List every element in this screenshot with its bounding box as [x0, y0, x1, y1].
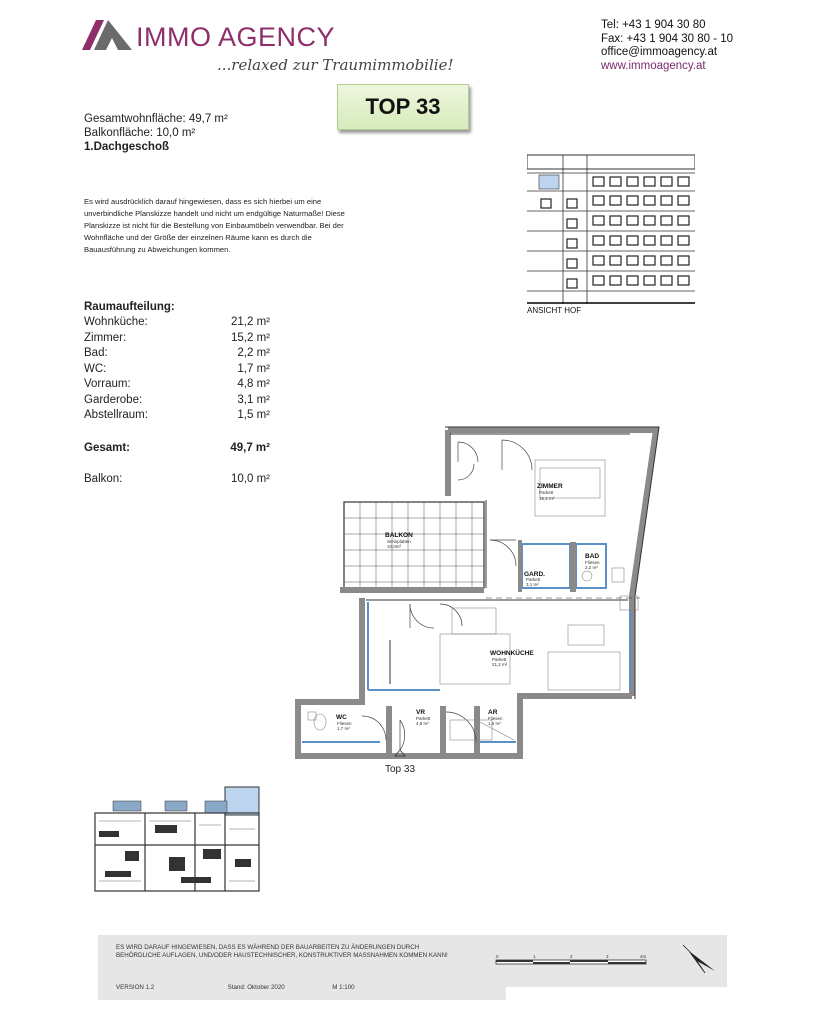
contact-tel: Tel: +43 1 904 30 80	[601, 19, 706, 31]
unit-entrance-label: Top 33	[385, 764, 416, 775]
balcony-area-drawing	[344, 502, 484, 588]
room-vr-label: VR	[416, 709, 426, 716]
room-row	[84, 316, 270, 331]
room-balkon-area: 10,0m²	[387, 544, 402, 549]
room-name: Abstellraum:	[84, 409, 148, 421]
room-gard-label: GARD.	[524, 571, 545, 578]
unit-badge: TOP 33	[337, 84, 469, 130]
room-row	[84, 378, 270, 393]
footer-version: VERSION 1.2	[116, 984, 155, 991]
room-wc-label: WC	[336, 714, 347, 721]
room-area: 2,2 m²	[237, 347, 270, 359]
room-name: Zimmer:	[84, 331, 127, 344]
floor-level: 1.Dachgeschoß	[84, 141, 169, 153]
footer-scale: M 1:100	[332, 984, 355, 991]
slogan: ...relaxed zur Traumimmobilie!	[217, 56, 454, 74]
room-total-label: Gesamt:	[84, 442, 131, 454]
contact-block	[601, 19, 733, 73]
logo-icon	[82, 20, 132, 50]
scale-tick-3: 3	[606, 954, 609, 959]
room-wohnkueche-area: 21,2 m²	[492, 662, 508, 667]
living-area: Gesamtwohnfläche: 49,7 m²	[84, 113, 228, 125]
room-vr-floor: Parkett	[416, 716, 431, 721]
scale-bar	[494, 952, 654, 972]
room-wc-area: 1,7 m²	[337, 726, 350, 731]
room-gard-floor: Parkett	[526, 577, 541, 582]
room-total-row	[84, 442, 270, 457]
footer-disclaimer: ES WIRD DARAUF HINGEWIESEN, DASS ES WÄHREND DER BAUARBEITEN ZU ÄNDERUNGEN DURCH BEHÖRDLICHE AUFLAGEN, UND/ODER HAUSTECHNISCHER, KONSTRUKTIVER MASSNAHMEN KOMMEN KANN!	[116, 944, 448, 960]
room-row	[84, 332, 270, 347]
balcony-label: Balkon:	[84, 473, 123, 485]
scale-tick-1: 1	[533, 954, 536, 959]
room-balkon-label: BALKON	[385, 532, 413, 539]
key-plan-drawing	[85, 785, 263, 895]
scale-tick-2: 2	[570, 954, 573, 959]
balcony-value: 10,0 m²	[231, 473, 270, 485]
balcony-row	[84, 473, 270, 488]
room-area: 15,2 m²	[231, 331, 270, 344]
room-zimmer-area: 15,2 m²	[539, 496, 555, 501]
room-area: 3,1 m²	[237, 393, 270, 406]
north-arrow-icon	[675, 943, 719, 979]
room-wohnkueche-label: WOHNKÜCHE	[490, 650, 534, 657]
footer-stand: Stand: Oktober 2020	[227, 984, 285, 991]
room-bad-area: 2,2 m²	[585, 565, 598, 570]
room-area: 21,2 m²	[231, 316, 270, 328]
floor-plan-drawing	[290, 420, 660, 760]
room-wohnkueche-floor: Parkett	[492, 657, 507, 662]
area-summary	[84, 112, 228, 154]
room-name: WC:	[84, 362, 107, 375]
room-name: Wohnküche:	[84, 316, 148, 328]
room-area: 1,7 m²	[237, 362, 270, 375]
room-ar-label: AR	[488, 709, 498, 716]
elevation-label: ANSICHT HOF	[527, 306, 582, 315]
room-breakdown-title: Raumaufteilung:	[84, 301, 175, 313]
room-name: Bad:	[84, 347, 108, 359]
scale-tick-0: 0	[496, 954, 499, 959]
room-name: Vorraum:	[84, 378, 131, 390]
room-ar-floor: Fliesen	[488, 716, 503, 721]
room-wc-floor: Fliesen	[337, 721, 352, 726]
room-balkon-floor: Steinplatten	[387, 539, 411, 544]
balcony-area: Balkonfläche: 10,0 m²	[84, 127, 196, 139]
room-row	[84, 347, 270, 362]
room-row	[84, 409, 270, 424]
room-area: 4,8 m²	[237, 378, 270, 390]
room-bad-floor: Fliesen	[585, 560, 600, 565]
room-gard-area: 3,1 m²	[526, 582, 539, 587]
scale-tick-4: 4m	[640, 954, 647, 959]
room-area: 1,5 m²	[237, 409, 270, 421]
contact-email[interactable]: office@immoagency.at	[601, 46, 718, 58]
room-total-value: 49,7 m²	[230, 442, 270, 454]
footer-meta	[116, 984, 355, 991]
room-zimmer-floor: Parkett	[539, 490, 554, 495]
contact-website-link[interactable]: www.immoagency.at	[601, 59, 706, 72]
room-row	[84, 394, 270, 409]
room-zimmer-label: ZIMMER	[537, 483, 563, 490]
disclaimer-text: Es wird ausdrücklich darauf hingewiesen, dass es sich hierbei um eine unverbindliche Planskizze handelt und nicht um endgültige Naturmaße! Diese Planskizze ist nicht für die Bestellung von Einbaumöbeln verwendbar. Bei der Wohnfläche und der Größe der einzelnen Räume kann es durch die Bauausführung zu Abweichungen kommen.	[84, 197, 345, 254]
contact-fax: Fax: +43 1 904 30 80 - 10	[601, 32, 734, 45]
room-bad-label: BAD	[585, 553, 600, 560]
brand-name: IMMO AGENCY	[136, 22, 336, 52]
building-elevation-drawing	[527, 151, 695, 304]
room-vr-area: 4,8 m²	[416, 721, 429, 726]
room-ar-area: 1,5 m²	[488, 721, 501, 726]
room-row	[84, 363, 270, 378]
room-name: Garderobe:	[84, 393, 143, 406]
